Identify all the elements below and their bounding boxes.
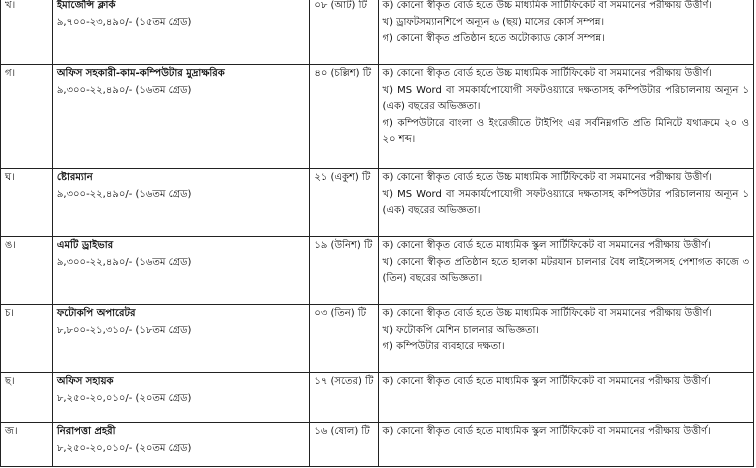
serial-cell: জ। [1, 423, 53, 467]
qualification-item: ক) কোনো স্বীকৃত বোর্ড হতে উচ্চ মাধ্যমিক সার্টিফিকেট বা সমমানের পরীক্ষায় উত্তীর্ণ। [382, 308, 712, 319]
serial-cell: গ। [1, 65, 53, 169]
post-cell [52, 373, 309, 423]
serial-cell: ছ। [1, 373, 53, 423]
qualification-item: খ) কোনো স্বীকৃত প্রতিষ্ঠান হতে হালকা মটরযান চালনার বৈধ লাইসেন্সসহ পেশাগত কাজে ৩ (তিন) বছরের অভিজ্ঞতা। [382, 256, 749, 284]
post-name: অফিস সহকারী-কাম-কম্পিউটার মুদ্রাক্ষরিক [56, 68, 225, 79]
pay-scale: ৯,৭০০-২৩,৪৯০/- (১৫তম গ্রেড) [56, 16, 192, 28]
pay-scale: ৯,৩০০-২২,৪৯০/- (১৬তম গ্রেড) [56, 84, 192, 96]
qualification-item: খ) ড্রাফটসম্যানশিপে অন্যূন ৬ (ছয়) মাসের কোর্স সম্পন্ন। [382, 16, 605, 28]
post-name: অফিস সহায়ক [56, 376, 114, 387]
table-row [1, 305, 754, 373]
qualification-cell [378, 0, 754, 65]
table-row [1, 237, 754, 305]
qualification-item: ক) কোনো স্বীকৃত বোর্ড হতে মাধ্যমিক স্কুল সার্টিফিকেট বা সমমানের পরীক্ষায় উত্তীর্ণ। [382, 426, 711, 437]
post-name: নিরাপত্তা প্রহরী [56, 426, 116, 437]
qualification-item: ক) কোনো স্বীকৃত বোর্ড হতে উচ্চ মাধ্যমিক সার্টিফিকেট বা সমমানের পরীক্ষায় উত্তীর্ণ। [382, 68, 712, 79]
qualification-item: ক) কোনো স্বীকৃত বোর্ড হতে মাধ্যমিক স্কুল সার্টিফিকেট বা সমমানের পরীক্ষায় উত্তীর্ণ। [382, 240, 711, 251]
qualification-item: গ) কম্পিউটার ব্যবহারে দক্ষতা। [382, 341, 505, 352]
pay-scale: ৯,৩০০-২২,৪৯০/- (১৬তম গ্রেড) [56, 188, 192, 200]
qualification-item: খ) ফটোকপি মেশিন চালনার অভিজ্ঞতা। [382, 324, 539, 336]
post-cell [52, 423, 309, 467]
qualification-item: ক) কোনো স্বীকৃত বোর্ড হতে মাধ্যমিক স্কুল সার্টিফিকেট বা সমমানের পরীক্ষায় উত্তীর্ণ। [382, 376, 711, 387]
post-name: ফটোকপি অপারেটর [56, 308, 136, 319]
serial-cell: ঘ। [1, 169, 53, 237]
table-row [1, 65, 754, 169]
post-name: ইমার্জেন্সি ক্লার্ক [56, 0, 116, 11]
post-cell [52, 169, 309, 237]
vacancy-count: ১৬ (ষোল) টি [310, 423, 378, 467]
qualification-item: গ) কোনো স্বীকৃত প্রতিষ্ঠান হতে অটোক্যাড কোর্স সম্পন্ন। [382, 33, 605, 44]
qualification-cell [378, 305, 754, 373]
qualification-cell [378, 423, 754, 467]
serial-cell: চ। [1, 305, 53, 373]
post-cell [52, 0, 309, 65]
vacancy-count: ৪০ (চল্লিশ) টি [310, 65, 378, 169]
pay-scale: ৮,৮০০-২১,৩১০/- (১৮তম গ্রেড) [56, 324, 192, 336]
qualification-item: ক) কোনো স্বীকৃত বোর্ড হতে উচ্চ মাধ্যমিক সার্টিফিকেট বা সমমানের পরীক্ষায় উত্তীর্ণ। [382, 172, 712, 183]
post-cell [52, 237, 309, 305]
qualification-item: খ) MS Word বা সমকার্যপোযোগী সফটওয়্যারে দক্ষতাসহ কম্পিউটার পরিচালনায় অন্যূন ১ (এক) বছরের অভিজ্ঞতা। [382, 188, 749, 216]
qualification-cell [378, 373, 754, 423]
table-row [1, 169, 754, 237]
vacancy-count: ২১ (একুশ) টি [310, 169, 378, 237]
vacancy-count: ১৭ (সতের) টি [310, 373, 378, 423]
serial-cell: ঙ। [1, 237, 53, 305]
post-cell [52, 305, 309, 373]
vacancy-count: ১৯ (উনিশ) টি [310, 237, 378, 305]
pay-scale: ৮,২৫০-২০,০১০/- (২০তম গ্রেড) [56, 442, 192, 454]
post-cell [52, 65, 309, 169]
qualification-item: গ) কম্পিউটারে বাংলা ও ইংরেজীতে টাইপিং এর সর্বনিম্নগতি প্রতি মিনিটে যথাক্রমে ২০ ও ২০ শব্দ। [382, 117, 749, 145]
vacancy-count: ০৮ (আট) টি [310, 0, 378, 65]
post-name: ষ্টোরম্যান [56, 172, 93, 183]
qualification-item: খ) MS Word বা সমকার্যপোযোগী সফটওয়্যারে দক্ষতাসহ কম্পিউটার পরিচালনায় অন্যূন ১ (এক) বছরের অভিজ্ঞতা। [382, 84, 749, 112]
pay-scale: ৮,২৫০-২০,০১০/- (২০তম গ্রেড) [56, 392, 192, 404]
table-row [1, 423, 754, 467]
table-row [1, 373, 754, 423]
serial-cell: খ। [1, 0, 53, 65]
table-row [1, 0, 754, 65]
vacancy-count: ০৩ (তিন) টি [310, 305, 378, 373]
pay-scale: ৯,৩০০-২২,৪৯০/- (১৬তম গ্রেড) [56, 256, 192, 268]
qualification-cell [378, 169, 754, 237]
post-name: এমটি ড্রাইভার [56, 240, 114, 251]
qualification-cell [378, 65, 754, 169]
qualification-cell [378, 237, 754, 305]
qualification-item: ক) কোনো স্বীকৃত বোর্ড হতে উচ্চ মাধ্যমিক সার্টিফিকেট বা সমমানের পরীক্ষায় উত্তীর্ণ। [382, 0, 712, 11]
